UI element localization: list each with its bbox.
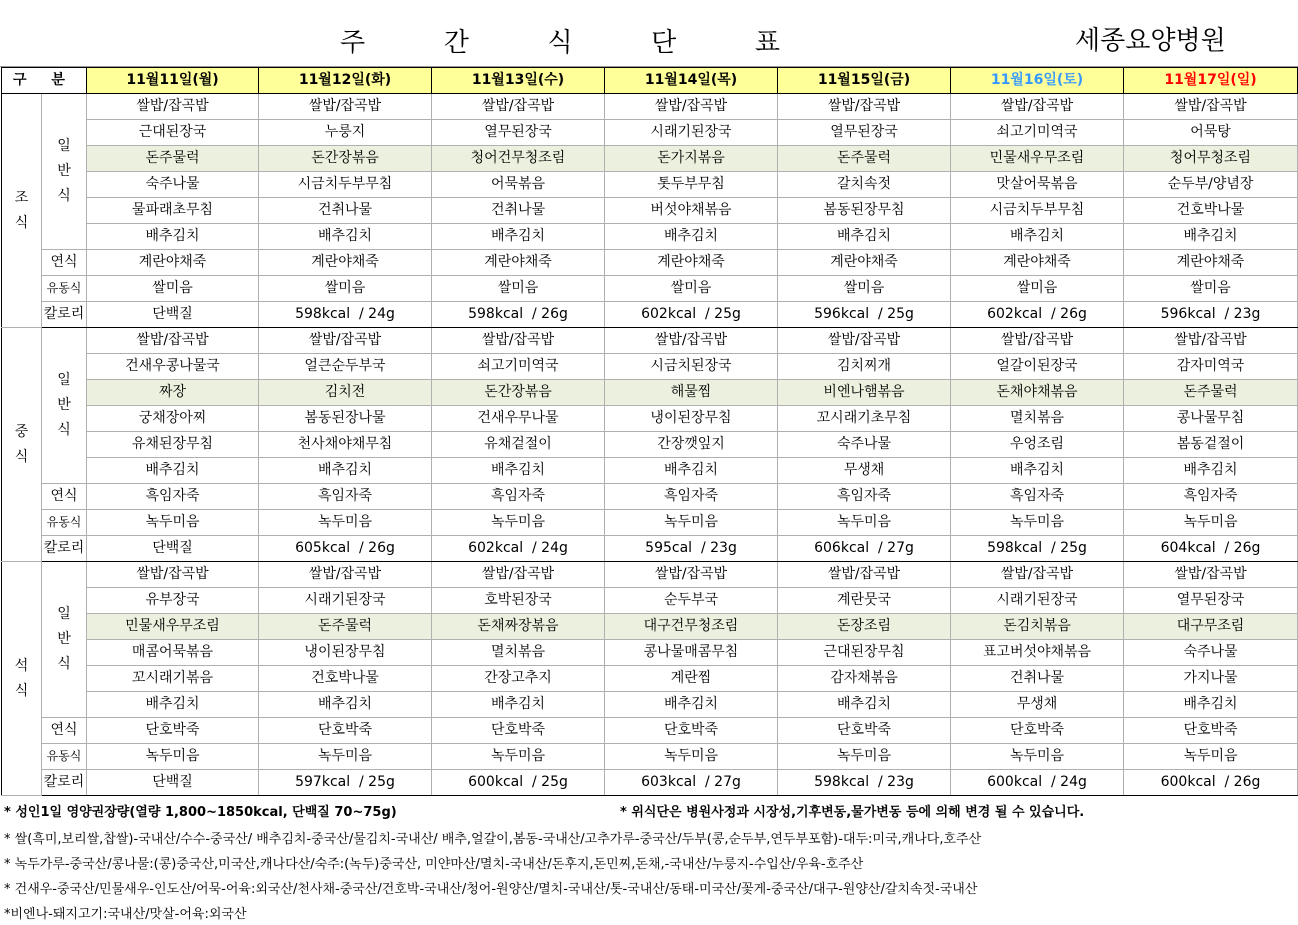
meal-label: 석 식 [2,562,42,796]
dish-cell: 배추김치 [259,458,432,484]
dish-cell: 쌀밥/잡곡밥 [432,562,605,588]
gubun-header: 구 분 [2,68,87,94]
menu-row [2,406,1298,432]
dish-cell: 녹두미음 [259,744,432,770]
dish-cell: 계란야채죽 [605,250,778,276]
day-header-saturday: 11월16일(토) [951,68,1124,94]
day-header: 11월12일(화) [259,68,432,94]
calorie-cell: 598kcal / 23g [778,770,951,796]
dish-cell: 쌀미음 [259,276,432,302]
dish-cell: 매콤어묵볶음 [87,640,259,666]
dish-cell: 흑임자죽 [259,484,432,510]
dish-cell: 쌀밥/잡곡밥 [951,328,1124,354]
dish-cell: 청어무청조림 [1124,146,1298,172]
dish-cell: 어묵볶음 [432,172,605,198]
dish-cell: 배추김치 [432,224,605,250]
dish-cell: 쌀밥/잡곡밥 [605,94,778,120]
menu-row [2,588,1298,614]
menu-row [2,614,1298,640]
dish-cell: 쌀밥/잡곡밥 [259,328,432,354]
calorie-cell: 606kcal / 27g [778,536,951,562]
dish-cell: 가지나물 [1124,666,1298,692]
dish-cell: 버섯야채볶음 [605,198,778,224]
dish-cell: 흑임자죽 [87,484,259,510]
dish-cell: 멸치볶음 [951,406,1124,432]
dish-cell: 봄동된장무침 [778,198,951,224]
dish-cell: 꼬시래기초무침 [778,406,951,432]
dish-cell: 순두부/양념장 [1124,172,1298,198]
menu-row [2,666,1298,692]
title-char: 식 [547,28,573,58]
dish-cell: 대구건무청조림 [605,614,778,640]
dish-cell: 무생채 [951,692,1124,718]
dish-cell: 배추김치 [605,224,778,250]
calorie-cell: 600kcal / 26g [1124,770,1298,796]
dish-cell: 녹두미음 [432,744,605,770]
protein-label: 단백질 [87,302,259,328]
dish-cell: 쌀미음 [87,276,259,302]
dish-cell: 쌀밥/잡곡밥 [778,562,951,588]
dish-cell: 단호박죽 [951,718,1124,744]
dish-cell: 녹두미음 [605,744,778,770]
calorie-label: 칼로리 [42,770,87,796]
dish-cell: 쌀미음 [778,276,951,302]
dish-cell: 녹두미음 [87,744,259,770]
dish-cell: 멸치볶음 [432,640,605,666]
title-char: 간 [443,28,469,58]
dish-cell: 흑임자죽 [951,484,1124,510]
dish-cell: 냉이된장무침 [259,640,432,666]
dish-cell: 돈장조림 [778,614,951,640]
dish-cell: 유채겉절이 [432,432,605,458]
dish-cell: 흑임자죽 [432,484,605,510]
dish-cell: 녹두미음 [778,744,951,770]
calorie-cell: 605kcal / 26g [259,536,432,562]
dish-cell: 계란찜 [605,666,778,692]
menu-row [2,354,1298,380]
meal-label: 조 식 [2,94,42,328]
dish-cell: 배추김치 [259,224,432,250]
liquid-diet-label: 유동식 [42,510,87,536]
dish-cell: 돈간장볶음 [259,146,432,172]
dish-cell: 돈주물럭 [778,146,951,172]
calorie-cell: 596kcal / 25g [778,302,951,328]
title-char: 단 [651,28,677,58]
general-diet-label: 일 반 식 [42,562,87,718]
dish-cell: 흑임자죽 [778,484,951,510]
calorie-cell: 598kcal / 25g [951,536,1124,562]
calorie-cell: 602kcal / 24g [432,536,605,562]
dish-cell: 숙주나물 [1124,640,1298,666]
dish-cell: 건새우무나물 [432,406,605,432]
dish-cell: 녹두미음 [1124,510,1298,536]
dish-cell: 녹두미음 [87,510,259,536]
day-header-sunday: 11월17일(일) [1124,68,1298,94]
dish-cell: 감자채볶음 [778,666,951,692]
soft-diet-row [2,250,1298,276]
menu-row [2,328,1298,354]
dish-cell: 배추김치 [1124,224,1298,250]
liquid-diet-row [2,510,1298,536]
dish-cell: 계란야채죽 [432,250,605,276]
general-diet-label: 일 반 식 [42,328,87,484]
dish-cell: 녹두미음 [605,510,778,536]
dish-cell: 돈채짜장볶음 [432,614,605,640]
dish-cell: 녹두미음 [432,510,605,536]
dish-cell: 김치찌개 [778,354,951,380]
dish-cell: 계란뭇국 [778,588,951,614]
hospital-name: 세종요양병원 [1075,26,1226,56]
menu-row [2,692,1298,718]
origin-note: *비엔나-돼지고기:국내산/맛살-어육:외국산 [4,907,247,922]
day-header: 11월14일(목) [605,68,778,94]
soft-diet-label: 연식 [42,250,87,276]
dish-cell: 건취나물 [951,666,1124,692]
day-header: 11월11일(월) [87,68,259,94]
dish-cell: 녹두미음 [951,744,1124,770]
dish-cell: 열무된장국 [432,120,605,146]
change-note: * 위식단은 병원사정과 시장성,기후변동,물가변동 등에 의해 변경 될 수 있습니다. [620,805,1085,820]
general-diet-label: 일 반 식 [42,94,87,250]
dish-cell: 쌀밥/잡곡밥 [951,562,1124,588]
dish-cell: 배추김치 [87,224,259,250]
dish-cell: 녹두미음 [1124,744,1298,770]
dish-cell: 돈가지볶음 [605,146,778,172]
dish-cell: 냉이된장무침 [605,406,778,432]
dish-cell: 근대된장무침 [778,640,951,666]
dish-cell: 맛살어묵볶음 [951,172,1124,198]
dish-cell: 건취나물 [259,198,432,224]
dish-cell: 쌀밥/잡곡밥 [1124,562,1298,588]
dish-cell: 시래기된장국 [951,588,1124,614]
dish-cell: 배추김치 [87,458,259,484]
dish-cell: 건호박나물 [259,666,432,692]
menu-row [2,120,1298,146]
dish-cell: 배추김치 [432,458,605,484]
header-row [2,68,1298,94]
dish-cell: 녹두미음 [259,510,432,536]
dish-cell: 순두부국 [605,588,778,614]
nutrition-note: * 성인1일 영양권장량(열량 1,800~1850kcal, 단백질 70~75g) [4,805,397,820]
dish-cell: 호박된장국 [432,588,605,614]
calorie-cell: 603kcal / 27g [605,770,778,796]
dish-cell: 누룽지 [259,120,432,146]
dish-cell: 간장고추지 [432,666,605,692]
dish-cell: 쌀밥/잡곡밥 [259,562,432,588]
dish-cell: 계란야채죽 [1124,250,1298,276]
dish-cell: 짜장 [87,380,259,406]
calorie-row [2,302,1298,328]
dish-cell: 얼갈이된장국 [951,354,1124,380]
menu-row [2,94,1298,120]
calorie-cell: 598kcal / 24g [259,302,432,328]
soft-diet-row [2,484,1298,510]
origin-note: * 건새우-중국산/민물새우-인도산/어묵-어육:외국산/천사채-중국산/건호박-국내산/청어-원양산/멸치-국내산/톳-국내산/동태-미국산/꽃게-중국산/대구-원양산/갈치속젓-국내산 [4,882,978,897]
dish-cell: 배추김치 [1124,692,1298,718]
dish-cell: 돈채야채볶음 [951,380,1124,406]
dish-cell: 계란야채죽 [951,250,1124,276]
calorie-cell: 595cal / 23g [605,536,778,562]
dish-cell: 단호박죽 [605,718,778,744]
calorie-cell: 604kcal / 26g [1124,536,1298,562]
page-title [340,22,780,59]
day-header: 11월15일(금) [778,68,951,94]
dish-cell: 건호박나물 [1124,198,1298,224]
dish-cell: 쌀밥/잡곡밥 [778,328,951,354]
dish-cell: 돈간장볶음 [432,380,605,406]
menu-row [2,146,1298,172]
dish-cell: 단호박죽 [778,718,951,744]
dish-cell: 돈주물럭 [1124,380,1298,406]
menu-table [1,67,1298,796]
dish-cell: 숙주나물 [87,172,259,198]
dish-cell: 대구무조림 [1124,614,1298,640]
dish-cell: 민물새우무조림 [87,614,259,640]
origin-note: * 쌀(흑미,보리쌀,찹쌀)-국내산/수수-중국산/ 배추김치-중국산/물김치-국내산/ 배추,얼갈이,봄동-국내산/고추가루-중국산/두부(콩,순두부,연두부포함)-대두:미국,캐나다,호주산 [4,832,982,847]
dish-cell: 배추김치 [605,458,778,484]
dish-cell: 계란야채죽 [87,250,259,276]
dish-cell: 녹두미음 [778,510,951,536]
dish-cell: 쌀밥/잡곡밥 [951,94,1124,120]
dish-cell: 쌀밥/잡곡밥 [432,94,605,120]
dish-cell: 청어건무청조림 [432,146,605,172]
menu-row [2,172,1298,198]
dish-cell: 쌀미음 [951,276,1124,302]
calorie-cell: 600kcal / 24g [951,770,1124,796]
dish-cell: 김치전 [259,380,432,406]
dish-cell: 톳두부무침 [605,172,778,198]
dish-cell: 배추김치 [951,458,1124,484]
dish-cell: 건새우콩나물국 [87,354,259,380]
dish-cell: 쌀미음 [605,276,778,302]
dish-cell: 돈김치볶음 [951,614,1124,640]
dish-cell: 우엉조림 [951,432,1124,458]
title-char: 표 [754,28,780,58]
dish-cell: 흑임자죽 [605,484,778,510]
liquid-diet-label: 유동식 [42,744,87,770]
dish-cell: 유채된장무침 [87,432,259,458]
dish-cell: 비엔나햄볶음 [778,380,951,406]
dish-cell: 해물찜 [605,380,778,406]
dish-cell: 단호박죽 [259,718,432,744]
dish-cell: 시래기된장국 [259,588,432,614]
dish-cell: 쇠고기미역국 [432,354,605,380]
dish-cell: 쌀미음 [432,276,605,302]
day-header: 11월13일(수) [432,68,605,94]
meal-label: 중 식 [2,328,42,562]
dish-cell: 숙주나물 [778,432,951,458]
menu-row [2,640,1298,666]
dish-cell: 쌀밥/잡곡밥 [1124,328,1298,354]
dish-cell: 쌀밥/잡곡밥 [1124,94,1298,120]
calorie-cell: 600kcal / 25g [432,770,605,796]
dish-cell: 쌀미음 [1124,276,1298,302]
dish-cell: 표고버섯야채볶음 [951,640,1124,666]
dish-cell: 돈주물럭 [259,614,432,640]
dish-cell: 무생채 [778,458,951,484]
dish-cell: 쇠고기미역국 [951,120,1124,146]
dish-cell: 건취나물 [432,198,605,224]
dish-cell: 배추김치 [951,224,1124,250]
menu-row [2,380,1298,406]
dish-cell: 쌀밥/잡곡밥 [605,562,778,588]
dish-cell: 단호박죽 [87,718,259,744]
dish-cell: 꼬시래기볶음 [87,666,259,692]
dish-cell: 계란야채죽 [778,250,951,276]
dish-cell: 콩나물무침 [1124,406,1298,432]
dish-cell: 녹두미음 [951,510,1124,536]
dish-cell: 시래기된장국 [605,120,778,146]
dish-cell: 근대된장국 [87,120,259,146]
dish-cell: 배추김치 [605,692,778,718]
menu-row [2,224,1298,250]
title-char: 주 [340,28,366,58]
menu-row [2,198,1298,224]
dish-cell: 배추김치 [259,692,432,718]
dish-cell: 열무된장국 [1124,588,1298,614]
calorie-cell: 602kcal / 26g [951,302,1124,328]
liquid-diet-row [2,276,1298,302]
dish-cell: 물파래초무침 [87,198,259,224]
dish-cell: 시금치두부무침 [951,198,1124,224]
soft-diet-label: 연식 [42,718,87,744]
dish-cell: 쌀밥/잡곡밥 [87,562,259,588]
menu-row [2,562,1298,588]
dish-cell: 시금치된장국 [605,354,778,380]
dish-cell: 단호박죽 [432,718,605,744]
dish-cell: 천사채야채무침 [259,432,432,458]
calorie-label: 칼로리 [42,536,87,562]
dish-cell: 쌀밥/잡곡밥 [778,94,951,120]
dish-cell: 배추김치 [778,692,951,718]
dish-cell: 궁채장아찌 [87,406,259,432]
menu-row [2,458,1298,484]
dish-cell: 쌀밥/잡곡밥 [432,328,605,354]
dish-cell: 얼큰순두부국 [259,354,432,380]
liquid-diet-label: 유동식 [42,276,87,302]
calorie-row [2,770,1298,796]
dish-cell: 민물새우무조림 [951,146,1124,172]
dish-cell: 쌀밥/잡곡밥 [605,328,778,354]
calorie-cell: 597kcal / 25g [259,770,432,796]
dish-cell: 돈주물럭 [87,146,259,172]
menu-row [2,432,1298,458]
dish-cell: 어묵탕 [1124,120,1298,146]
calorie-cell: 598kcal / 26g [432,302,605,328]
origin-note: * 녹두가루-중국산/콩나물:(콩)중국산,미국산,캐나다산/숙주:(녹두)중국산, 미얀마산/멸치-국내산/돈후지,돈민찌,돈채,-국내산/누룽지-수입산/우육-호주산 [4,857,864,872]
dish-cell: 배추김치 [1124,458,1298,484]
calorie-row [2,536,1298,562]
dish-cell: 단호박죽 [1124,718,1298,744]
dish-cell: 봄동겉절이 [1124,432,1298,458]
dish-cell: 배추김치 [87,692,259,718]
dish-cell: 봄동된장나물 [259,406,432,432]
calorie-cell: 602kcal / 25g [605,302,778,328]
dish-cell: 쌀밥/잡곡밥 [87,94,259,120]
protein-label: 단백질 [87,770,259,796]
dish-cell: 감자미역국 [1124,354,1298,380]
dish-cell: 쌀밥/잡곡밥 [259,94,432,120]
dish-cell: 흑임자죽 [1124,484,1298,510]
dish-cell: 배추김치 [432,692,605,718]
dish-cell: 갈치속젓 [778,172,951,198]
soft-diet-row [2,718,1298,744]
calorie-cell: 596kcal / 23g [1124,302,1298,328]
dish-cell: 배추김치 [778,224,951,250]
soft-diet-label: 연식 [42,484,87,510]
liquid-diet-row [2,744,1298,770]
protein-label: 단백질 [87,536,259,562]
dish-cell: 간장깻잎지 [605,432,778,458]
dish-cell: 시금치두부무침 [259,172,432,198]
dish-cell: 유부장국 [87,588,259,614]
dish-cell: 열무된장국 [778,120,951,146]
dish-cell: 콩나물매콤무침 [605,640,778,666]
dish-cell: 쌀밥/잡곡밥 [87,328,259,354]
dish-cell: 계란야채죽 [259,250,432,276]
calorie-label: 칼로리 [42,302,87,328]
